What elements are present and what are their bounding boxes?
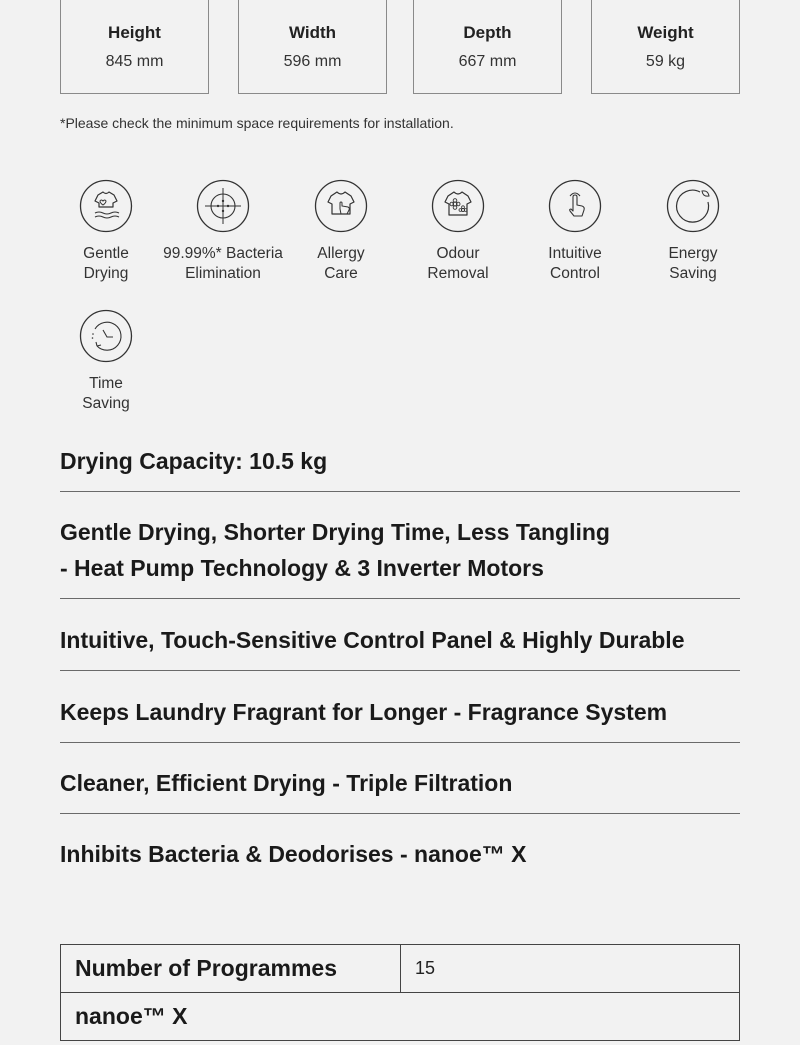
dimension-height: [60, 0, 209, 94]
table-row: [61, 945, 740, 993]
feature-label: 99.99%* Bacteria Elimination: [163, 245, 283, 282]
fragrance-heading: Keeps Laundry Fragrant for Longer - Fragrance System: [60, 699, 668, 725]
spec-key: Number of Programmes: [61, 945, 401, 993]
allergy-care-icon: [314, 179, 368, 233]
divider: [60, 670, 740, 671]
feature-label: Allergy Care: [317, 245, 365, 282]
bacteria-elimination-icon: [196, 179, 250, 233]
dimension-label: Depth: [463, 23, 512, 42]
intuitive-control-icon: [548, 179, 602, 233]
dimension-label: Weight: [637, 23, 694, 42]
feature-label: Intuitive Control: [548, 245, 602, 282]
filtration-heading: Cleaner, Efficient Drying - Triple Filtration: [60, 770, 513, 796]
heat-pump-heading: Gentle Drying, Shorter Drying Time, Less Tangling - Heat Pump Technology & 3 Inverter Motors: [60, 519, 610, 581]
feature-intuitive-control: [515, 179, 635, 284]
spec-value: 15: [401, 945, 740, 993]
spec-key: nanoe™ X: [61, 993, 740, 1041]
energy-saving-icon: [666, 179, 720, 233]
dimension-label: Width: [288, 23, 337, 42]
dimension-value: 667 mm: [458, 53, 517, 70]
feature-allergy-care: [281, 179, 401, 284]
dimension-weight: [591, 0, 740, 94]
dimensions-row: [0, 0, 800, 100]
feature-time-saving: [46, 309, 166, 414]
divider: [60, 598, 740, 599]
dimension-label: Height: [108, 23, 161, 42]
feature-bacteria-elimination: [163, 179, 283, 284]
feature-label: Time Saving: [82, 375, 130, 412]
feature-odour-removal: [398, 179, 518, 284]
divider: [60, 742, 740, 743]
feature-label: Odour Removal: [427, 245, 489, 282]
nanoe-heading: Inhibits Bacteria & Deodorises - nanoe™ X: [60, 841, 527, 867]
odour-removal-icon: [431, 179, 485, 233]
feature-label: Gentle Drying: [83, 245, 129, 282]
feature-gentle-drying: [46, 179, 166, 284]
gentle-drying-icon: [79, 179, 133, 233]
divider: [60, 813, 740, 814]
control-panel-heading: Intuitive, Touch-Sensitive Control Panel & Highly Durable: [60, 627, 685, 653]
dimension-depth: [413, 0, 562, 94]
dimension-width: [238, 0, 387, 94]
drying-capacity-heading: Drying Capacity: 10.5 kg: [60, 448, 328, 474]
feature-energy-saving: [633, 179, 753, 284]
feature-label: Energy Saving: [668, 245, 718, 282]
spec-table: [60, 944, 740, 1041]
installation-note: *Please check the minimum space requirements for installation.: [60, 115, 454, 131]
table-row: [61, 993, 740, 1041]
dimension-value: 845 mm: [105, 53, 164, 70]
dimension-value: 59 kg: [645, 53, 686, 70]
dimension-value: 596 mm: [283, 53, 342, 70]
time-saving-icon: [79, 309, 133, 363]
divider: [60, 491, 740, 492]
